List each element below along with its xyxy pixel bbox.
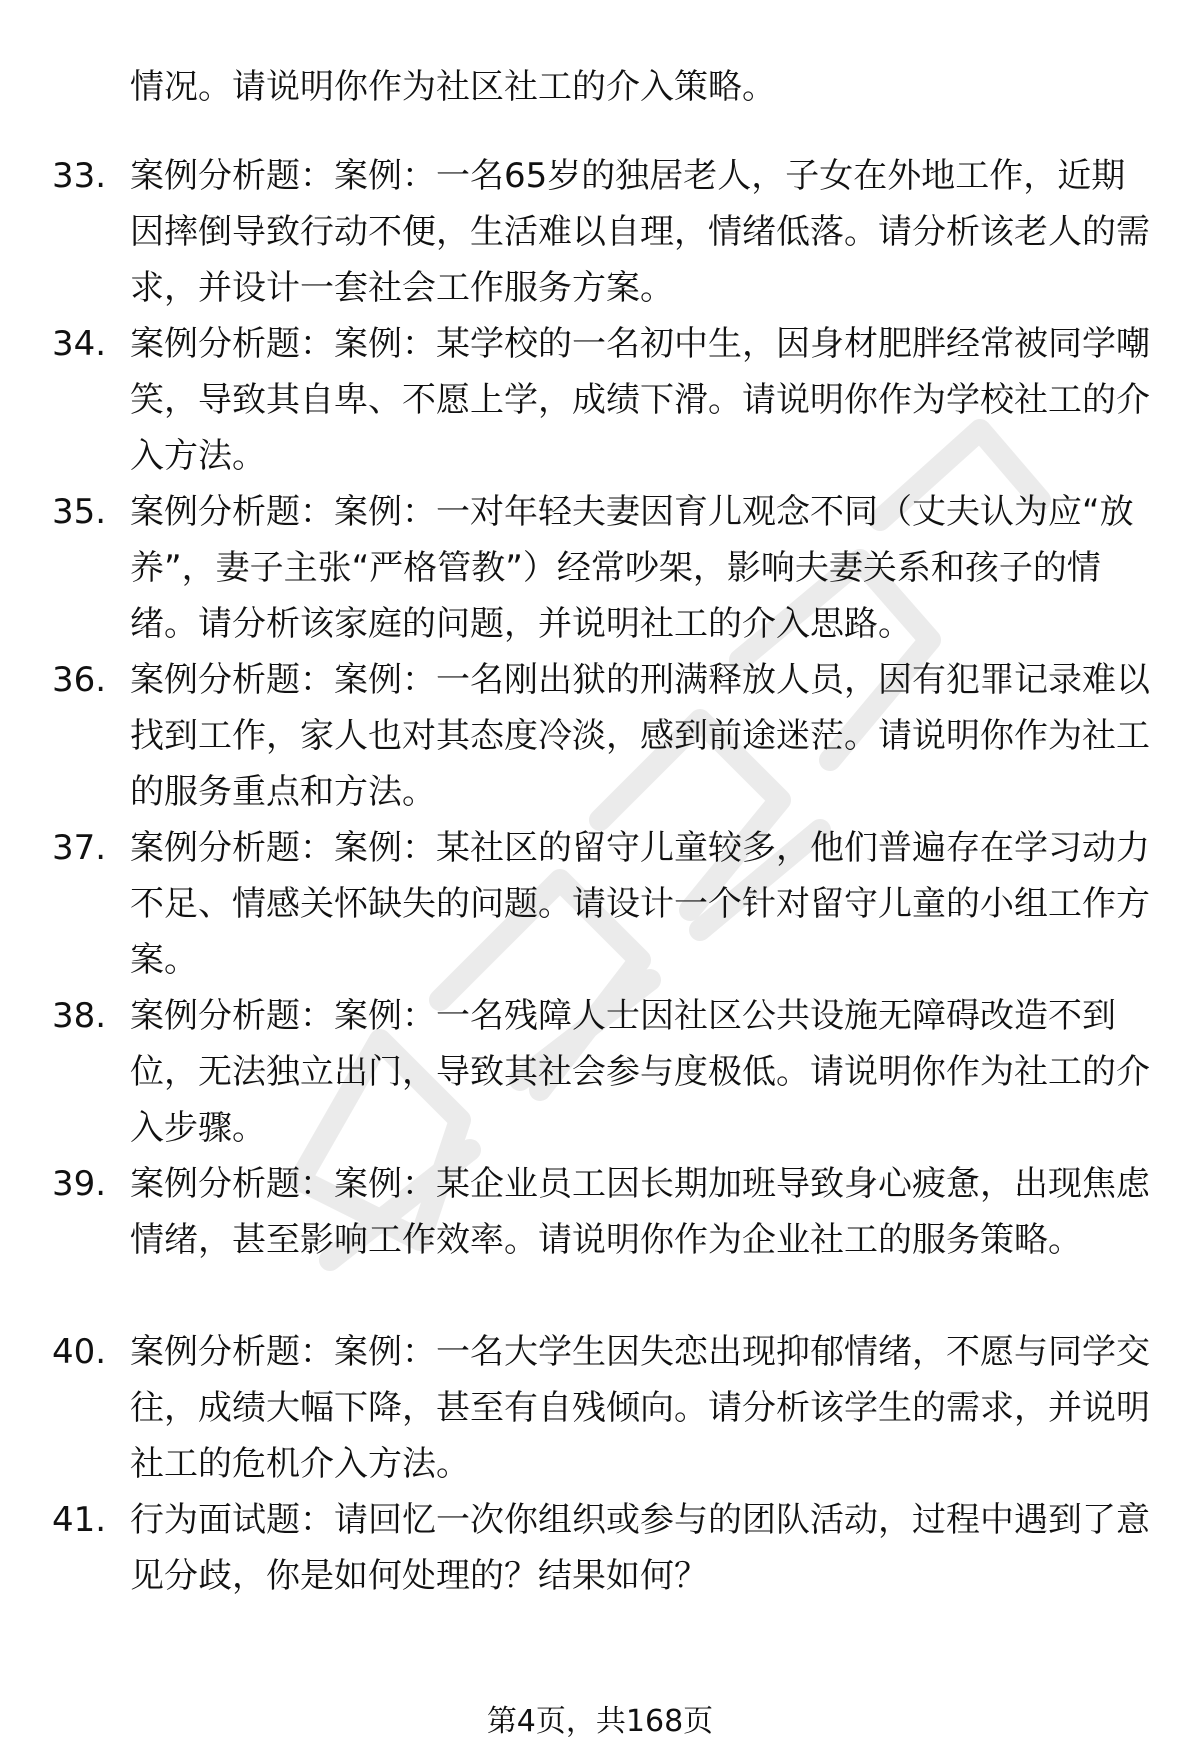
question-text: 行为面试题：请回忆一次你组织或参与的团队活动，过程中遇到了意见分歧，你是如何处理的？结果如何？ <box>130 1500 1150 1596</box>
question-number: 39. <box>52 1164 107 1204</box>
question-text: 案例分析题：案例：某社区的留守儿童较多，他们普遍存在学习动力不足、情感关怀缺失的问题。请设计一个针对留守儿童的小组工作方案。 <box>130 828 1150 980</box>
question-text: 案例分析题：案例：某学校的一名初中生，因身材肥胖经常被同学嘲笑，导致其自卑、不愿上学，成绩下滑。请说明你作为学校社工的介入方法。 <box>130 324 1150 476</box>
question-number: 41. <box>52 1500 107 1540</box>
question-number: 34. <box>52 324 107 364</box>
question-number: 35. <box>52 492 107 532</box>
question-text: 案例分析题：案例：一对年轻夫妻因育儿观念不同（丈夫认为应“放养”，妻子主张“严格管教”）经常吵架，影响夫妻关系和孩子的情绪。请分析该家庭的问题，并说明社工的介入思路。 <box>130 492 1134 644</box>
question-number: 36. <box>52 660 107 700</box>
question-text: 案例分析题：案例：一名残障人士因社区公共设施无障碍改造不到位，无法独立出门，导致其社会参与度极低。请说明你作为社工的介入步骤。 <box>130 996 1150 1148</box>
continuation-text: 情况。请说明你作为社区社工的介入策略。 <box>130 67 776 107</box>
question-number: 33. <box>52 156 107 196</box>
question-number: 37. <box>52 828 107 868</box>
question-text: 案例分析题：案例：某企业员工因长期加班导致身心疲惫，出现焦虑情绪，甚至影响工作效率。请说明你作为企业社工的服务策略。 <box>130 1164 1150 1260</box>
page-footer: 第4页，共168页 <box>486 1704 714 1739</box>
question-text: 案例分析题：案例：一名65岁的独居老人，子女在外地工作，近期因摔倒导致行动不便，生活难以自理，情绪低落。请分析该老人的需求，并设计一套社会工作服务方案。 <box>130 156 1150 308</box>
question-text: 案例分析题：案例：一名大学生因失恋出现抑郁情绪，不愿与同学交往，成绩大幅下降，甚至有自残倾向。请分析该学生的需求，并说明社工的危机介入方法。 <box>130 1332 1150 1484</box>
question-number: 38. <box>52 996 107 1036</box>
question-text: 案例分析题：案例：一名刚出狱的刑满释放人员，因有犯罪记录难以找到工作，家人也对其态度冷淡，感到前途迷茫。请说明你作为社工的服务重点和方法。 <box>130 660 1150 812</box>
question-number: 40. <box>52 1332 107 1372</box>
